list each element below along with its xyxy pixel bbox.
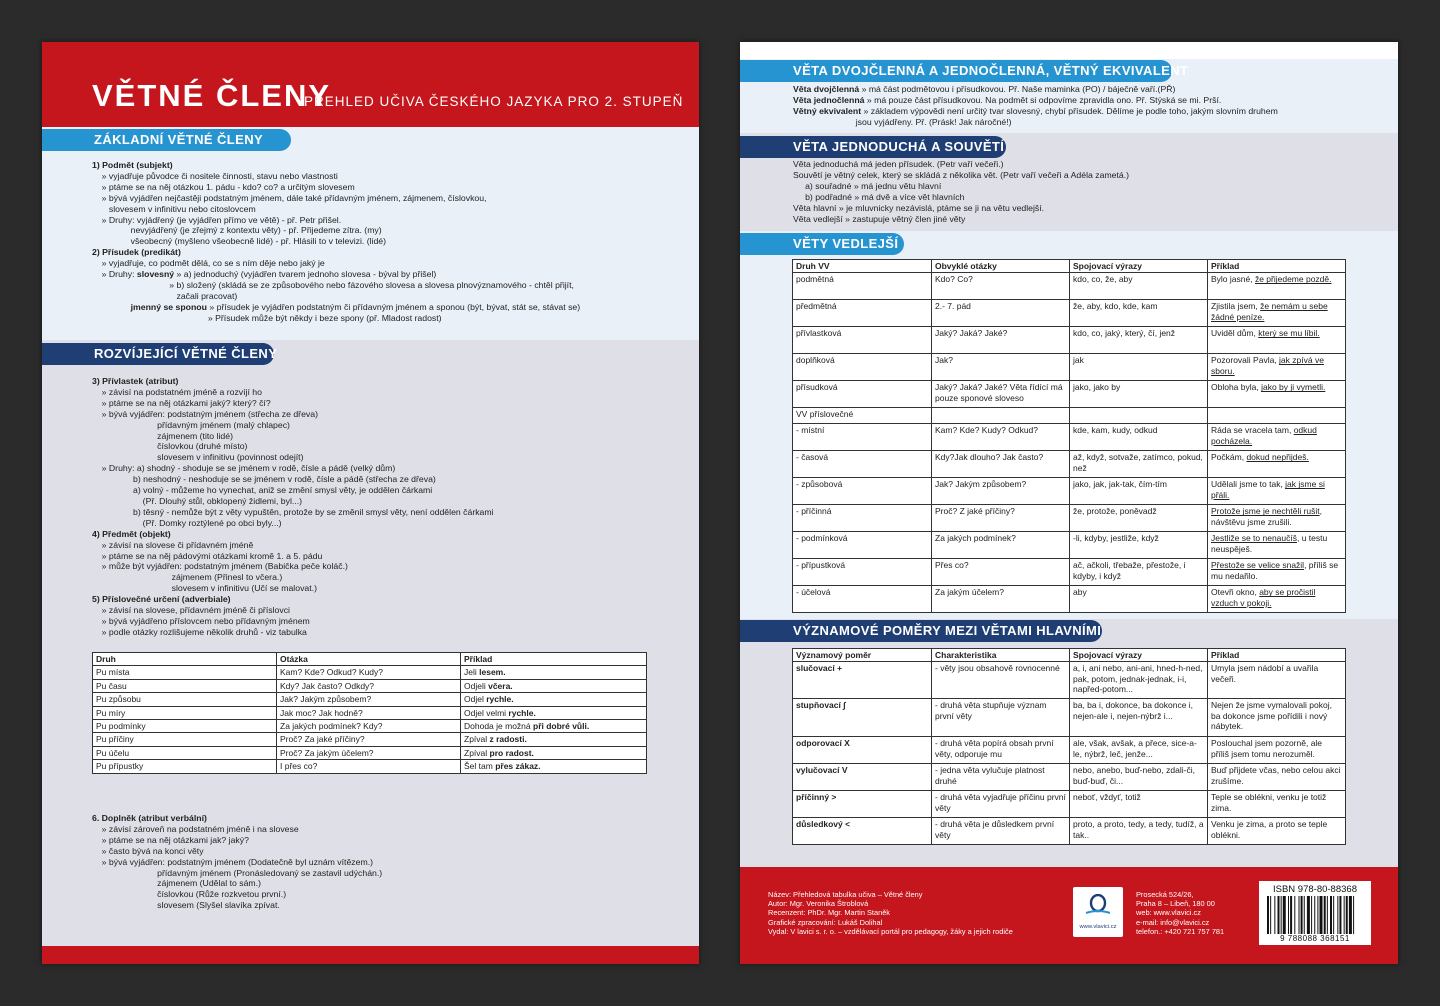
table-row [793,327,1346,354]
subordinate-clause-table [792,259,1346,613]
table-cell: Buď přijdete včas, nebo celou akci zrušíme. [1208,764,1346,791]
table-cell: neboť, vždyť, totiž [1070,791,1208,818]
barcode-bar [1270,896,1271,934]
table-cell: ale, však, avšak, a přece, sice-a-le, nýbrž, leč, jenže... [1070,737,1208,764]
text-line: Větný ekvivalent » základem výpovědi není určitý tvar slovesný, chybí přísudek. Dělíme je podle toho, jakým slovním druhem [793,105,1278,116]
text-line: » často bývá na konci věty [92,845,204,856]
relations-table [792,648,1346,845]
logo-icon [1085,894,1111,916]
text-line: (Př. Dlouhý stůl, obklopený židlemi, byl...) [92,495,303,506]
text-line: zájmenem (Přinesl to včera.) [92,572,283,583]
table-cell: Kdo? Co? [932,273,1070,300]
text-line: » vyjadřuje, co podmět dělá, co se s ním děje nebo jaký je [92,258,325,269]
barcode-bar [1311,896,1312,934]
table-cell: Ráda se vracela tam, odkud pocházela. [1208,424,1346,451]
text-line: » bývá vyjádřeno příslovcem nebo přídavným jménem [92,615,310,626]
table-cell: jako, jak, jak-tak, čím-tím [1070,478,1208,505]
text-line: » podle otázky rozlišujeme několik druhů - viz tabulka [92,626,307,637]
table-cell: Proč? Za jaké příčiny? [277,733,461,746]
table-cell: Zpíval pro radost. [461,746,647,759]
table-cell: Pozorovali Pavla, jak zpívá ve sboru. [1208,354,1346,381]
table-header: Významový poměr [793,649,932,662]
text-line: 6. Doplněk (atribut verbální) [92,813,207,823]
table-header: Příklad [1208,649,1346,662]
text-line: e-mail: info@vlavici.cz [1136,917,1210,927]
barcode-digits: 9 788088 368151 [1280,934,1350,943]
text-line: číslovkou (druhé místo) [92,441,248,452]
table-cell: Jak? [932,354,1070,381]
text-line: Vydal: V lavici s. r. o. – vzdělávací portál pro pedagogy, žáky a jejich rodiče [768,926,1013,936]
table-cell: ba, ba i, dokonce, ba dokonce i, nejen-ale i, nejen-nýbrž i... [1070,699,1208,737]
barcode-bar [1327,896,1328,934]
publisher-logo [1073,887,1123,937]
text-line: Věta hlavní » je mluvnicky nezávislá, ptáme se ji na větu vedlejší. [793,202,1045,213]
table-cell: - druhá věta je důsledkem první věty [932,818,1070,845]
text-line: » vyjadřuje původce či nositele činnosti, stavu nebo vlastnosti [92,170,338,181]
table-cell: Jak? Jakým způsobem? [277,693,461,706]
table-cell: Jaký? Jaká? Jaké? Věta řídící má pouze sponové sloveso [932,381,1070,408]
logo-url: www.vlavici.cz [1079,924,1117,930]
table-row [793,300,1346,327]
barcode-bar [1288,896,1289,934]
table-cell: I přes co? [277,760,461,773]
right-page [740,42,1398,964]
table-header: Spojovací výrazy [1070,649,1208,662]
table-cell: Kam? Kde? Odkud? Kudy? [277,666,461,679]
text-line: 2) Přísudek (predikát) [92,247,181,258]
main-title: VĚTNÉ ČLENY [92,78,332,113]
table-cell: přísudková [793,381,932,408]
table-cell: Jestliže se to nenaučíš, u testu neuspěješ. [1208,532,1346,559]
text-line: b) těsný - nemůže být z věty vypuštěn, protože by se změnil smysl věty, není oddělen čárkami [92,506,494,517]
table-cell: že, aby, kdo, kde, kam [1070,300,1208,327]
table-cell: - druhá věta stupňuje význam první věty [932,699,1070,737]
title-banner [42,42,699,127]
table-cell: Proč? Z jaké příčiny? [932,505,1070,532]
table-cell: Venku je zima, a proto se teple oblékni. [1208,818,1346,845]
barcode-icon [1267,896,1363,934]
barcode-bar [1344,896,1345,934]
table-cell: přívlastková [793,327,932,354]
table-cell: nebo, anebo, buď-nebo, zdali-či, buď-buď, či... [1070,764,1208,791]
table-cell: kdo, co, že, aby [1070,273,1208,300]
text-line: » závisí na podstatném jméně a rozvíjí ho [92,386,262,397]
barcode-bar [1283,896,1286,934]
table-row [793,478,1346,505]
barcode-bar [1333,896,1334,934]
table-row [793,532,1346,559]
table-cell: příčinný > [793,791,932,818]
table-cell: až, když, sotvaže, zatímco, pokud, než [1070,451,1208,478]
text-line: » závisí zároveň na podstatném jméně i na slovese [92,823,299,834]
text-line: slovesem v infinitivu nebo citoslovcem [92,203,256,214]
table-cell: Bylo jasné, že přijedeme pozdě. [1208,273,1346,300]
table-cell: Zpíval z radosti. [461,733,647,746]
table-cell: jak [1070,354,1208,381]
table-header: Příklad [461,653,647,666]
table-cell: Otevři okno, aby se pročistil vzduch v pokoji. [1208,586,1346,613]
table-cell: jako, jako by [1070,381,1208,408]
table-cell: - časová [793,451,932,478]
table-cell: Šel tam přes zákaz. [461,760,647,773]
text-line: Recenzent: PhDr. Mgr. Martin Staněk [768,908,890,918]
table-cell: Udělali jsme to tak, jak jsme si přáli. [1208,478,1346,505]
table-row [793,662,1346,699]
table-cell: Přestože se velice snažil, příliš se mu nedařilo. [1208,559,1346,586]
table-cell: předmětná [793,300,932,327]
section-title-basic: ZÁKLADNÍ VĚTNÉ ČLENY [42,129,291,151]
table-cell: aby [1070,586,1208,613]
table-cell: - účelová [793,586,932,613]
text-line: zájmenem (tito lidé) [92,430,233,441]
table-row [793,737,1346,764]
table-row [793,451,1346,478]
table-row [793,586,1346,613]
text-line: » bývá vyjádřen: podstatným jménem (Dodatečně byl uznám vítězem.) [92,856,374,867]
table-row [793,505,1346,532]
table-cell: - jedna věta vylučuje platnost druhé [932,764,1070,791]
table-row [793,408,1346,424]
barcode-bar [1339,896,1341,934]
table-row [93,733,647,746]
table-cell: Pu místa [93,666,277,679]
barcode-bar [1330,896,1332,934]
table-cell: slučovací + [793,662,932,699]
text-line: » b) složený (skládá se ze způsobového nebo fázového slovesa a slovesa plnovýznamového - chtěl přijít, [92,279,574,290]
table-cell: Odjeli včera. [461,679,647,692]
table-cell: Přes co? [932,559,1070,586]
table-row [93,693,647,706]
basic-members-text [92,160,580,324]
section-title-subordinate: VĚTY VEDLEJŠÍ [740,233,904,255]
left-page [42,42,699,964]
top-margin [740,42,1398,59]
table-cell: Jaký? Jaká? Jaké? [932,327,1070,354]
table-cell: Kdy?Jak dlouho? Jak často? [932,451,1070,478]
table-cell: Pu podmínky [93,720,277,733]
text-line: » závisí na slovese či přídavném jméně [92,539,254,550]
table-cell: Za jakých podmínek? [932,532,1070,559]
address-text [1136,890,1224,936]
table-cell: Dohoda je možná při dobré vůli. [461,720,647,733]
text-line: všeobecný (myšleno všeobecně lidé) - př. Hlásili to v televizi. (lidé) [92,236,387,247]
isbn-label: ISBN 978-80-88368 [1273,884,1357,895]
table-cell: Za jakým účelem? [932,586,1070,613]
table-cell: ač, ačkoli, třebaže, přestože, i kdyby, i když [1070,559,1208,586]
table-cell: kdo, co, jaký, který, čí, jenž [1070,327,1208,354]
table-cell: kde, kam, kudy, odkud [1070,424,1208,451]
text-line: » Druhy: vyjádřený (je vyjádřen přímo ve větě) - př. Petr přišel. [92,214,342,225]
text-line: slovesem v infinitivu (povinnost odejít) [92,452,304,463]
table-row [793,764,1346,791]
text-line: 4) Předmět (objekt) [92,528,171,539]
table-cell: podmětná [793,273,932,300]
table-cell: - způsobová [793,478,932,505]
table-header-row [793,260,1346,273]
table-header-row [793,649,1346,662]
table-cell [1070,408,1208,424]
table-cell [932,408,1070,424]
text-line: 5) Příslovečné určení (adverbiale) [92,594,231,605]
table-row [793,354,1346,381]
main-subtitle: PŘEHLED UČIVA ČESKÉHO JAZYKA PRO 2. STUPEŇ [304,94,684,109]
barcode-bar [1278,896,1280,934]
text-line: nevyjádřený (je zřejmý z kontextu věty) - př. Přijedeme zítra. (my) [92,225,382,236]
table-cell: -li, kdyby, jestliže, když [1070,532,1208,559]
table-cell: Teple se oblékni, venku je totiž zima. [1208,791,1346,818]
adverbial-table [92,652,647,774]
text-line: začali pracovat) [92,290,238,301]
table-cell: Poslouchal jsem pozorně, ale příliš jsem tomu nerozuměl. [1208,737,1346,764]
text-line: 3) Přívlastek (atribut) [92,376,179,386]
table-header: Spojovací výrazy [1070,260,1208,273]
table-row [793,699,1346,737]
text-line: Věta dvojčlenná » má část podmětovou i přísudkovou. Př. Naše maminka (PO) / báječně vaří.(PŘ) [793,84,1176,94]
text-line: číslovkou (Růže rozkvetou první.) [92,889,287,900]
text-line: b) podřadné » má dvě a více vět hlavních [793,191,965,202]
barcode-bar [1307,896,1310,934]
barcode-bar [1320,896,1323,934]
text-line: web: www.vlavici.cz [1136,908,1201,918]
table-cell: - druhá věta vyjadřuje příčinu první věty [932,791,1070,818]
barcode-bar [1274,896,1275,934]
publisher-footer [740,867,1398,964]
text-line: a) volný - můžeme ho vynechat, aniž se změní smysl věty, je oddělen čárkami [92,485,433,496]
barcode-bar [1301,896,1303,934]
table-cell: Kdy? Jak často? Odkdy? [277,679,461,692]
table-cell: Protože jsme je nechtěli rušit, návštěvu jsme zrušili. [1208,505,1346,532]
table-header: Druh [93,653,277,666]
text-line: Prosecká 524/26, [1136,890,1194,899]
text-line: přídavným jménem (Pronásledovaný se zastavil udýchán.) [92,867,383,878]
table-cell: Pu času [93,679,277,692]
table-header-row [93,653,647,666]
table-cell: Pu příčiny [93,733,277,746]
barcode-bar [1324,896,1326,934]
table-cell: Pu míry [93,706,277,719]
text-line: » bývá vyjádřen: podstatným jménem (střecha ze dřeva) [92,408,318,419]
table-header: Obvyklé otázky [932,260,1070,273]
table-cell: Uviděl dům, který se mu líbil. [1208,327,1346,354]
barcode-bar [1353,896,1354,934]
barcode-bar [1349,896,1352,934]
section-title-relations: VÝZNAMOVÉ POMĚRY MEZI VĚTAMI HLAVNÍMI [740,620,1102,642]
text-line: Název: Přehledová tabulka učiva – Větné členy [768,890,923,899]
bottom-strip [42,946,699,964]
barcode-bar [1294,896,1295,934]
table-cell: - přípustková [793,559,932,586]
table-cell: Jak moc? Jak hodně? [277,706,461,719]
text-line: přídavným jménem (malý chlapec) [92,419,290,430]
table-cell: Pu účelu [93,746,277,759]
text-line: Praha 8 – Libeň, 180 00 [1136,899,1215,909]
text-line: Grafické zpracování: Lukáš Dolihal [768,917,883,927]
table-cell: Obloha byla, jako by ji vymetli. [1208,381,1346,408]
text-line: a) souřadné » má jednu větu hlavní [793,180,942,191]
table-cell: Nejen že jsme vymalovali pokoj, ba dokonce jsme pořídili i nový nábytek. [1208,699,1346,737]
text-line: » Přísudek může být někdy i beze spony (př. Mladost radost) [92,312,442,323]
table-cell: doplňková [793,354,932,381]
table-cell: Pu přípustky [93,760,277,773]
table-cell: důsledkový < [793,818,932,845]
complement-text [92,813,382,911]
table-cell: VV příslovečné [793,408,932,424]
table-row [93,746,647,759]
table-row [793,424,1346,451]
table-cell: Proč? Za jakým účelem? [277,746,461,759]
table-cell: Umyla jsem nádobí a uvařila večeři. [1208,662,1346,699]
text-line: » ptáme se na něj otázkou 1. pádu - kdo? co? a určitým slovesem [92,181,355,192]
text-line: » závisí na slovese, přídavném jméně či příslovci [92,605,290,616]
text-line: 1) Podmět (subjekt) [92,160,173,170]
section-title-simple-compound: VĚTA JEDNODUCHÁ A SOUVĚTÍ [740,136,1006,158]
barcode-bar [1281,896,1282,934]
text-line: (Př. Domky roztýlené po obci byly...) [92,517,282,528]
table-cell: Počkám, dokud nepřijdeš. [1208,451,1346,478]
isbn-barcode [1259,881,1371,945]
simple-compound-text [793,159,1129,224]
table-row [93,760,647,773]
credits-text [768,890,1013,936]
table-cell: vylučovací V [793,764,932,791]
table-row [93,720,647,733]
table-row [93,679,647,692]
table-cell: stupňovací ∫ [793,699,932,737]
table-cell: - podmínková [793,532,932,559]
barcode-bar [1299,896,1300,934]
table-cell: Jeli lesem. [461,666,647,679]
table-cell: Pu způsobu [93,693,277,706]
barcode-bar [1346,896,1348,934]
table-cell: proto, a proto, tedy, a tedy, tudíž, a tak.. [1070,818,1208,845]
text-line: Autor: Mgr. Veronika Štroblová [768,899,869,909]
table-cell: Za jakých podmínek? Kdy? [277,720,461,733]
table-cell: - místní [793,424,932,451]
text-line: » může být vyjádřen: podstatným jménem (Babička peče koláč.) [92,561,348,572]
section-title-developing: ROZVÍJEJÍCÍ VĚTNÉ ČLENY [42,343,274,365]
text-line: » bývá vyjádřen nejčastěji podstatným jménem, dále také přídavným jménem, zájmenem, číslovkou, [92,192,487,203]
table-header: Příklad [1208,260,1346,273]
text-line: jmenný se sponou » přísudek je vyjádřen podstatným či přídavným jménem a sponou (být, bývat, stát se, stávat se) [130,301,581,312]
table-header: Druh VV [793,260,932,273]
text-line: jsou vyjádřeny. Př. (Prásk! Jak náročné!) [793,116,1012,127]
table-row [793,273,1346,300]
table-cell: - věty jsou obsahově rovnocenné [932,662,1070,699]
barcode-bar [1267,896,1269,934]
text-line: b) neshodný - neshoduje se se jménem v rodě, čísle a pádě (střecha ze dřeva) [92,474,436,485]
table-cell: a, i, ani nebo, ani-ani, hned-h-ned, pak, potom, jednak-jednak, i-i, napřed-potom... [1070,662,1208,699]
text-line: telefon.: +420 721 757 781 [1136,926,1225,936]
table-row [93,706,647,719]
table-cell: Jak? Jakým způsobem? [932,478,1070,505]
text-line: slovesem (Slyšel slavíka zpívat. [92,900,280,911]
table-cell: Zjistila jsem, že nemám u sebe žádné peníze. [1208,300,1346,327]
table-cell: 2.- 7. pád [932,300,1070,327]
section-title-two-member: VĚTA DVOJČLENNÁ A JEDNOČLENNÁ, VĚTNÝ EKVIVALENT [740,60,1172,82]
table-row [793,381,1346,408]
text-line: Věta jednoduchá má jeden přísudek. (Petr vaří večeři.) [793,159,1004,169]
barcode-bar [1314,896,1315,934]
text-line: Věta jednočlenná » má pouze část přísudkovou. Na podmět si odpovíme zpravidla ono. Př. Stýská se mi. Prší. [793,94,1222,105]
text-line: zájmenem (Udělal to sám.) [92,878,261,889]
table-cell [1208,408,1346,424]
table-cell: že, protože, poněvadž [1070,505,1208,532]
table-header: Charakteristika [932,649,1070,662]
table-header: Otázka [277,653,461,666]
table-cell: - příčinná [793,505,932,532]
text-line: Souvětí je větný celek, který se skládá z několika vět. (Petr vaří večeři a Adéla zametá.) [793,169,1130,180]
table-cell: Odjel rychle. [461,693,647,706]
text-line: slovesem v infinitivu (Učí se malovat.) [92,583,317,594]
text-line: » Druhy: a) shodný - shoduje se se jménem v rodě, čísle a pádě (velký dům) [92,463,396,474]
two-member-text [793,84,1278,128]
table-cell: - druhá věta popírá obsah první věty, odporuje mu [932,737,1070,764]
table-row [93,666,647,679]
table-cell: odporovací X [793,737,932,764]
text-line: Věta vedlejší » zastupuje větný člen jiné věty [793,213,966,224]
barcode-bar [1304,896,1305,934]
table-row [793,791,1346,818]
developing-members-text [92,376,494,638]
text-line: » Druhy: slovesný » a) jednoduchý (vyjádřen tvarem jednoho slovesa - býval by přišel) [92,269,437,280]
table-cell: Kam? Kde? Kudy? Odkud? [932,424,1070,451]
text-line: » ptáme se na něj pádovými otázkami kromě 1. a 5. pádu [92,550,323,561]
text-line: » ptáme se na něj otázkami jak? jaký? [92,834,249,845]
barcode-bar [1337,896,1338,934]
text-line: » ptáme se na něj otázkami jaký? který? čí? [92,397,271,408]
barcode-bar [1290,896,1292,934]
table-row [793,559,1346,586]
table-cell: Odjel velmi rychle. [461,706,647,719]
table-row [793,818,1346,845]
barcode-bar [1317,896,1318,934]
